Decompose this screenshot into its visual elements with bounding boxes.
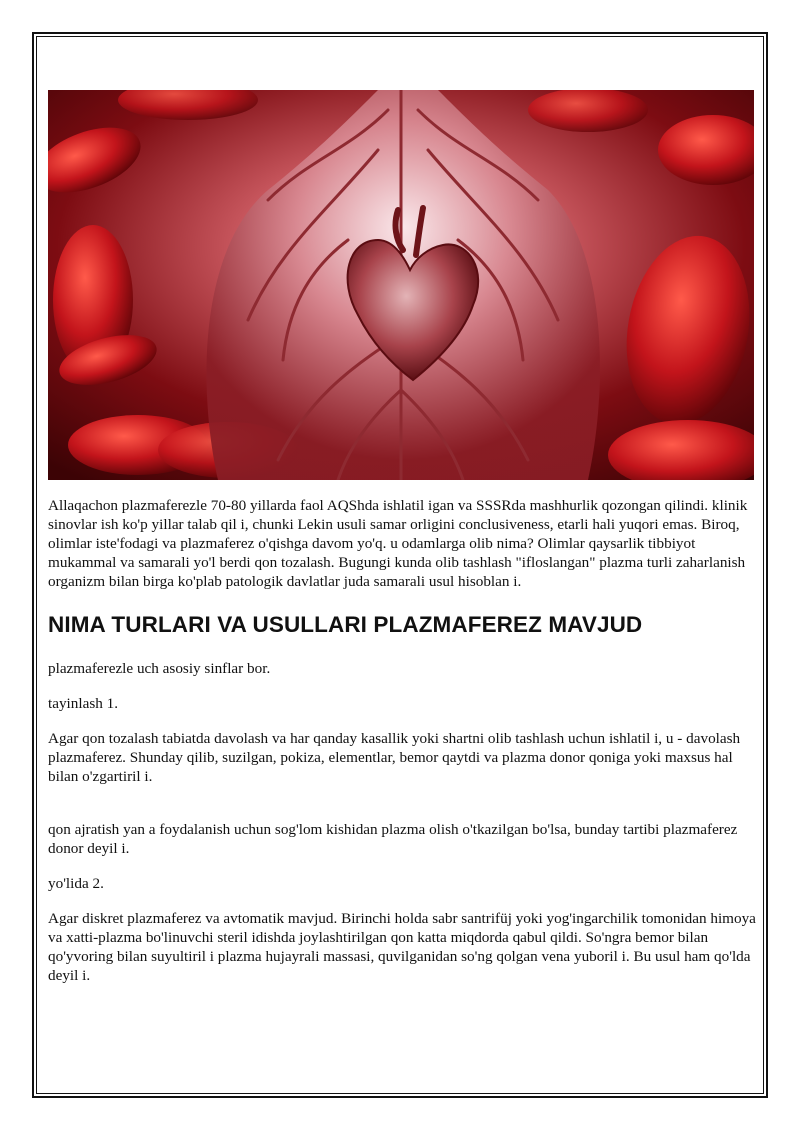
donor-paragraph: qon ajratish yan a foydalanish uchun sog'lom kishidan plazma olish o'tkazilgan bo'lsa, bunday tartibi plazmaferez donor deyil i. (48, 821, 738, 857)
item2-label: yo'lida 2. (48, 875, 104, 892)
hero-image-heart-circulation (48, 90, 754, 480)
article-body (48, 496, 756, 985)
intro-paragraph: Allaqachon plazmaferezle 70-80 yillarda faol AQShda ishlatil igan va SSSRda mashhurlik qozongan qilindi. klinik sinovlar ish ko'p yillar talab qil i, chunki Lekin usuli samar orligini conclusiveness, etarli hali yuqori emas. Biroq, olimlar iste'fodagi va plazmaferez o'qishga davom yo'q. u odamlarga olib nima? Olimlar qaysarlik tibbiyot mukammal va samarali yo'l berdi qon tozalash. Bugungi kunda olib tashlash "ifloslangan" plazma turli zaharlanish organizm bilan birga ko'plab patologik davlatlar juda samarali usul hisoblan i. (48, 497, 748, 590)
section-heading: NIMA TURLARI VA USULLARI PLAZMAFEREZ MAVJUD (48, 612, 643, 637)
item1-label: tayinlash 1. (48, 695, 119, 712)
item1-paragraph: Agar qon tozalash tabiatda davolash va har qanday kasallik yoki shartni olib tashlash uchun ishlatil i, u - davolash plazmaferez. Shunday qilib, suzilgan, pokiza, elementlar, bemor qaytdi va plazma donor qoniga yoki maxsus hal bilan o'zgartiril i. (48, 730, 741, 785)
heart-illustration (48, 90, 754, 480)
classes-paragraph: plazmaferezle uch asosiy sinflar bor. (48, 660, 271, 677)
item2-paragraph: Agar diskret plazmaferez va avtomatik mavjud. Birinchi holda sabr santrifüj yoki yog'ingarchilik tomonidan himoya va xatti-plazma bo'linuvchi steril idishda joylashtirilgan qon katta miqdorda qabul qildi. So'ngra bemor bilan qo'yvoring bilan suyultiril i plazma hujayrali massasi, quvilganidan so'ng qolgan vena yuboril i. Bu usul ham qo'lda deyil i. (48, 910, 756, 984)
